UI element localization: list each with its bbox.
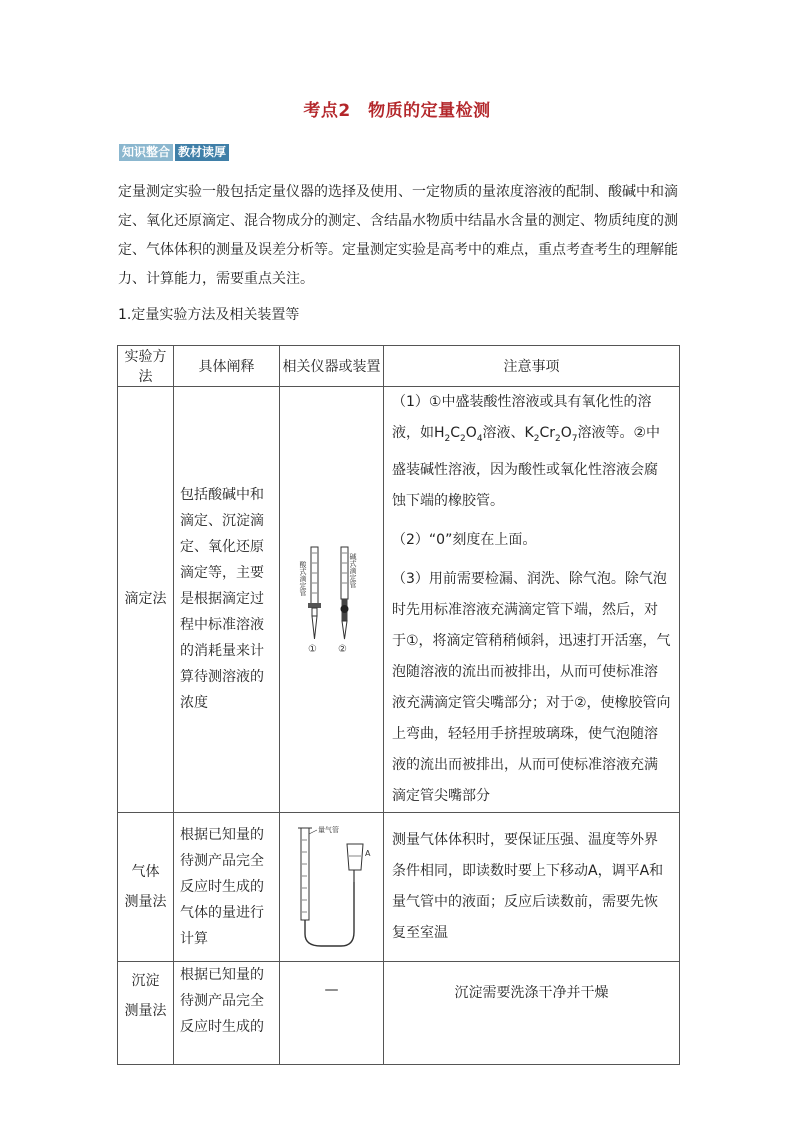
gas-tube-label: 量气管 [317, 825, 339, 834]
device-cell: — [280, 961, 384, 1064]
badge-knowledge: 知识整合 [119, 144, 173, 161]
acid-burette-label: 酸式滴定管 [298, 561, 307, 597]
notes-cell [384, 387, 680, 813]
table-row [118, 812, 680, 961]
base-burette-label: 碱式滴定管 [348, 553, 357, 589]
desc-cell: 根据已知量的待测产品完全反应时生成的 [174, 961, 280, 1064]
desc-cell: 包括酸碱中和滴定、沉淀滴定、氧化还原滴定等，主要是根据滴定过程中标准溶液的消耗量来计算待测溶液的浓度 [174, 387, 280, 813]
device-cell [280, 387, 384, 813]
page-title: 考点2 物质的定量检测 [303, 101, 491, 121]
note-paragraph-2: （2）“0”刻度在上面。 [392, 531, 537, 548]
section-title: 1.定量实验方法及相关装置等 [118, 307, 300, 323]
funnel-a-label: A [364, 848, 370, 858]
methods-table [117, 345, 680, 1065]
note-paragraph-1: （1）①中盛装酸性溶液或具有氧化性的溶液，如$H_2C_2O_4$溶液、$K_2Cr_2O_7$溶液等。②中盛装碱性溶液，因为酸性或氧化性溶液会腐蚀下端的橡胶管。 [392, 394, 661, 509]
method-cell: 气体 测量法 [118, 812, 174, 961]
notes-cell: 沉淀需要洗涤干净并干燥 [384, 961, 680, 1064]
desc-cell: 根据已知量的待测产品完全反应时生成的气体的量进行计算 [174, 812, 280, 961]
device-cell [280, 812, 384, 961]
burette-number-2: ② [337, 644, 347, 656]
section-badges [119, 144, 229, 161]
table-header-row [118, 346, 680, 387]
header-device: 相关仪器或装置 [280, 346, 384, 387]
notes-cell: 测量气体体积时，要保证压强、温度等外界条件相同，即读数时要上下移动A，调平A和量气管中的液面；反应后读数前，需要先恢复至室温 [384, 812, 680, 961]
table-row [118, 387, 680, 813]
note-paragraph-3: （3）用前需要检漏、润洗、除气泡。除气泡时先用标准溶液充满滴定管下端，然后，对于①，将滴定管稍稍倾斜，迅速打开活塞，气泡随溶液的流出而被排出，从而可使标准溶液充满滴定管尖嘴部分；对于②，使橡胶管向上弯曲，轻轻用手挤捏玻璃珠，使气泡随溶液的流出而被排出，从而可使标准溶液充满滴定管尖嘴部分 [392, 570, 671, 804]
table-row [118, 961, 680, 1064]
burette-number-1: ① [307, 644, 317, 656]
badge-textbook: 教材读厚 [175, 144, 229, 161]
header-desc: 具体阐释 [174, 346, 280, 387]
method-cell: 沉淀 测量法 [118, 961, 174, 1064]
header-method: 实验方法 [118, 346, 174, 387]
header-notes: 注意事项 [384, 346, 680, 387]
method-cell: 滴定法 [118, 387, 174, 813]
gas-measure-figure [291, 822, 373, 952]
intro-paragraph: 定量测定实验一般包括定量仪器的选择及使用、一定物质的量浓度溶液的配制、酸碱中和滴定、氧化还原滴定、混合物成分的测定、含结晶水物质中结晶水含量的测定、物质纯度的测定、气体体积的测量及误差分析等。定量测定实验是高考中的难点，重点考查考生的理解能力、计算能力，需要重点关注。 [118, 184, 678, 287]
burette-figure [297, 543, 367, 655]
